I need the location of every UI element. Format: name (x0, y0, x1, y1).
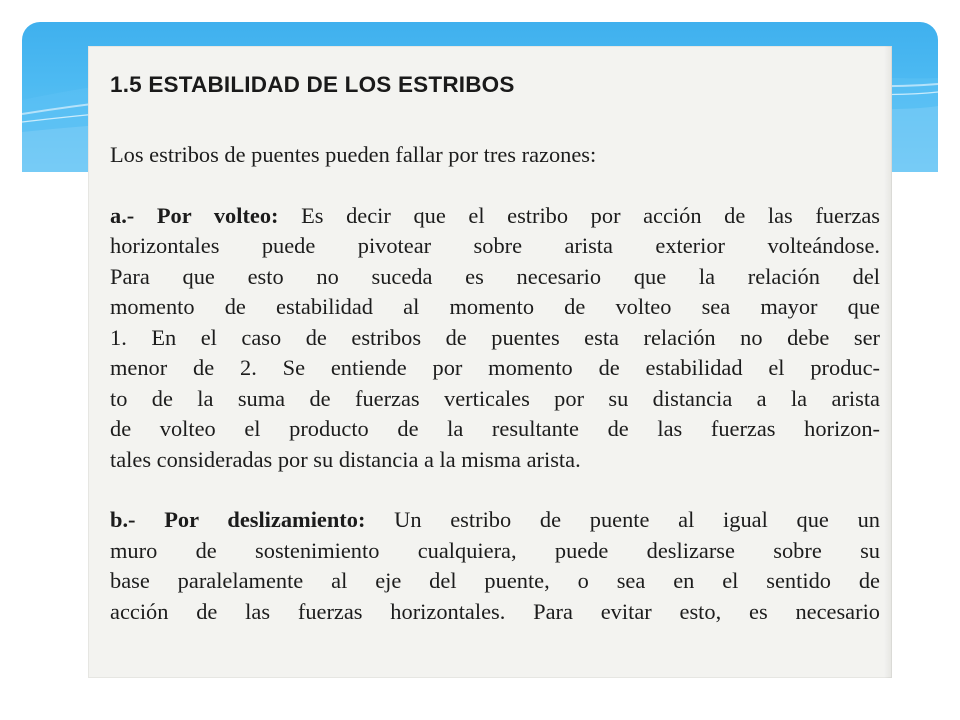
lead-volteo: a.- Por volteo: (110, 202, 279, 228)
text-line: menor de 2. Se entiende por momento de estabilidad el produc- (110, 355, 880, 380)
text-line: to de la suma de fuerzas verticales por su distancia a la arista (110, 385, 880, 411)
paragraph-volteo (110, 201, 880, 476)
paragraph-deslizamiento (110, 505, 880, 627)
text-line: acción de las fuerzas horizontales. Para evitar esto, es necesario (110, 598, 880, 624)
text-line: tales consideradas por su distancia a la misma arista. (110, 446, 581, 472)
scanned-page (88, 46, 892, 678)
text-line: b.- Por deslizamiento: Un estribo de puente al igual que un (110, 507, 880, 532)
text-line: a.- Por volteo: Es decir que el estribo por acción de las fuerzas (110, 202, 880, 228)
text-line: momento de estabilidad al momento de volteo sea mayor que (110, 294, 880, 319)
intro-paragraph: Los estribos de puentes pueden fallar por tres razones: (110, 142, 597, 167)
text-line: de volteo el producto de la resultante de las fuerzas horizon- (110, 416, 880, 441)
page-shadow-edge (884, 46, 892, 678)
text-line: horizontales puede pivotear sobre arista exterior volteándose. (110, 233, 880, 258)
text-line: muro de sostenimiento cualquiera, puede deslizarse sobre su (110, 537, 880, 563)
section-heading: 1.5 ESTABILIDAD DE LOS ESTRIBOS (110, 72, 515, 97)
text-line: 1. En el caso de estribos de puentes esta relación no debe ser (110, 324, 880, 350)
text-line: base paralelamente al eje del puente, o sea en el sentido de (110, 568, 880, 593)
body-text (110, 140, 880, 627)
text-line: Para que esto no suceda es necesario que la relación del (110, 263, 880, 289)
lead-deslizamiento: b.- Por deslizamiento: (110, 507, 366, 532)
